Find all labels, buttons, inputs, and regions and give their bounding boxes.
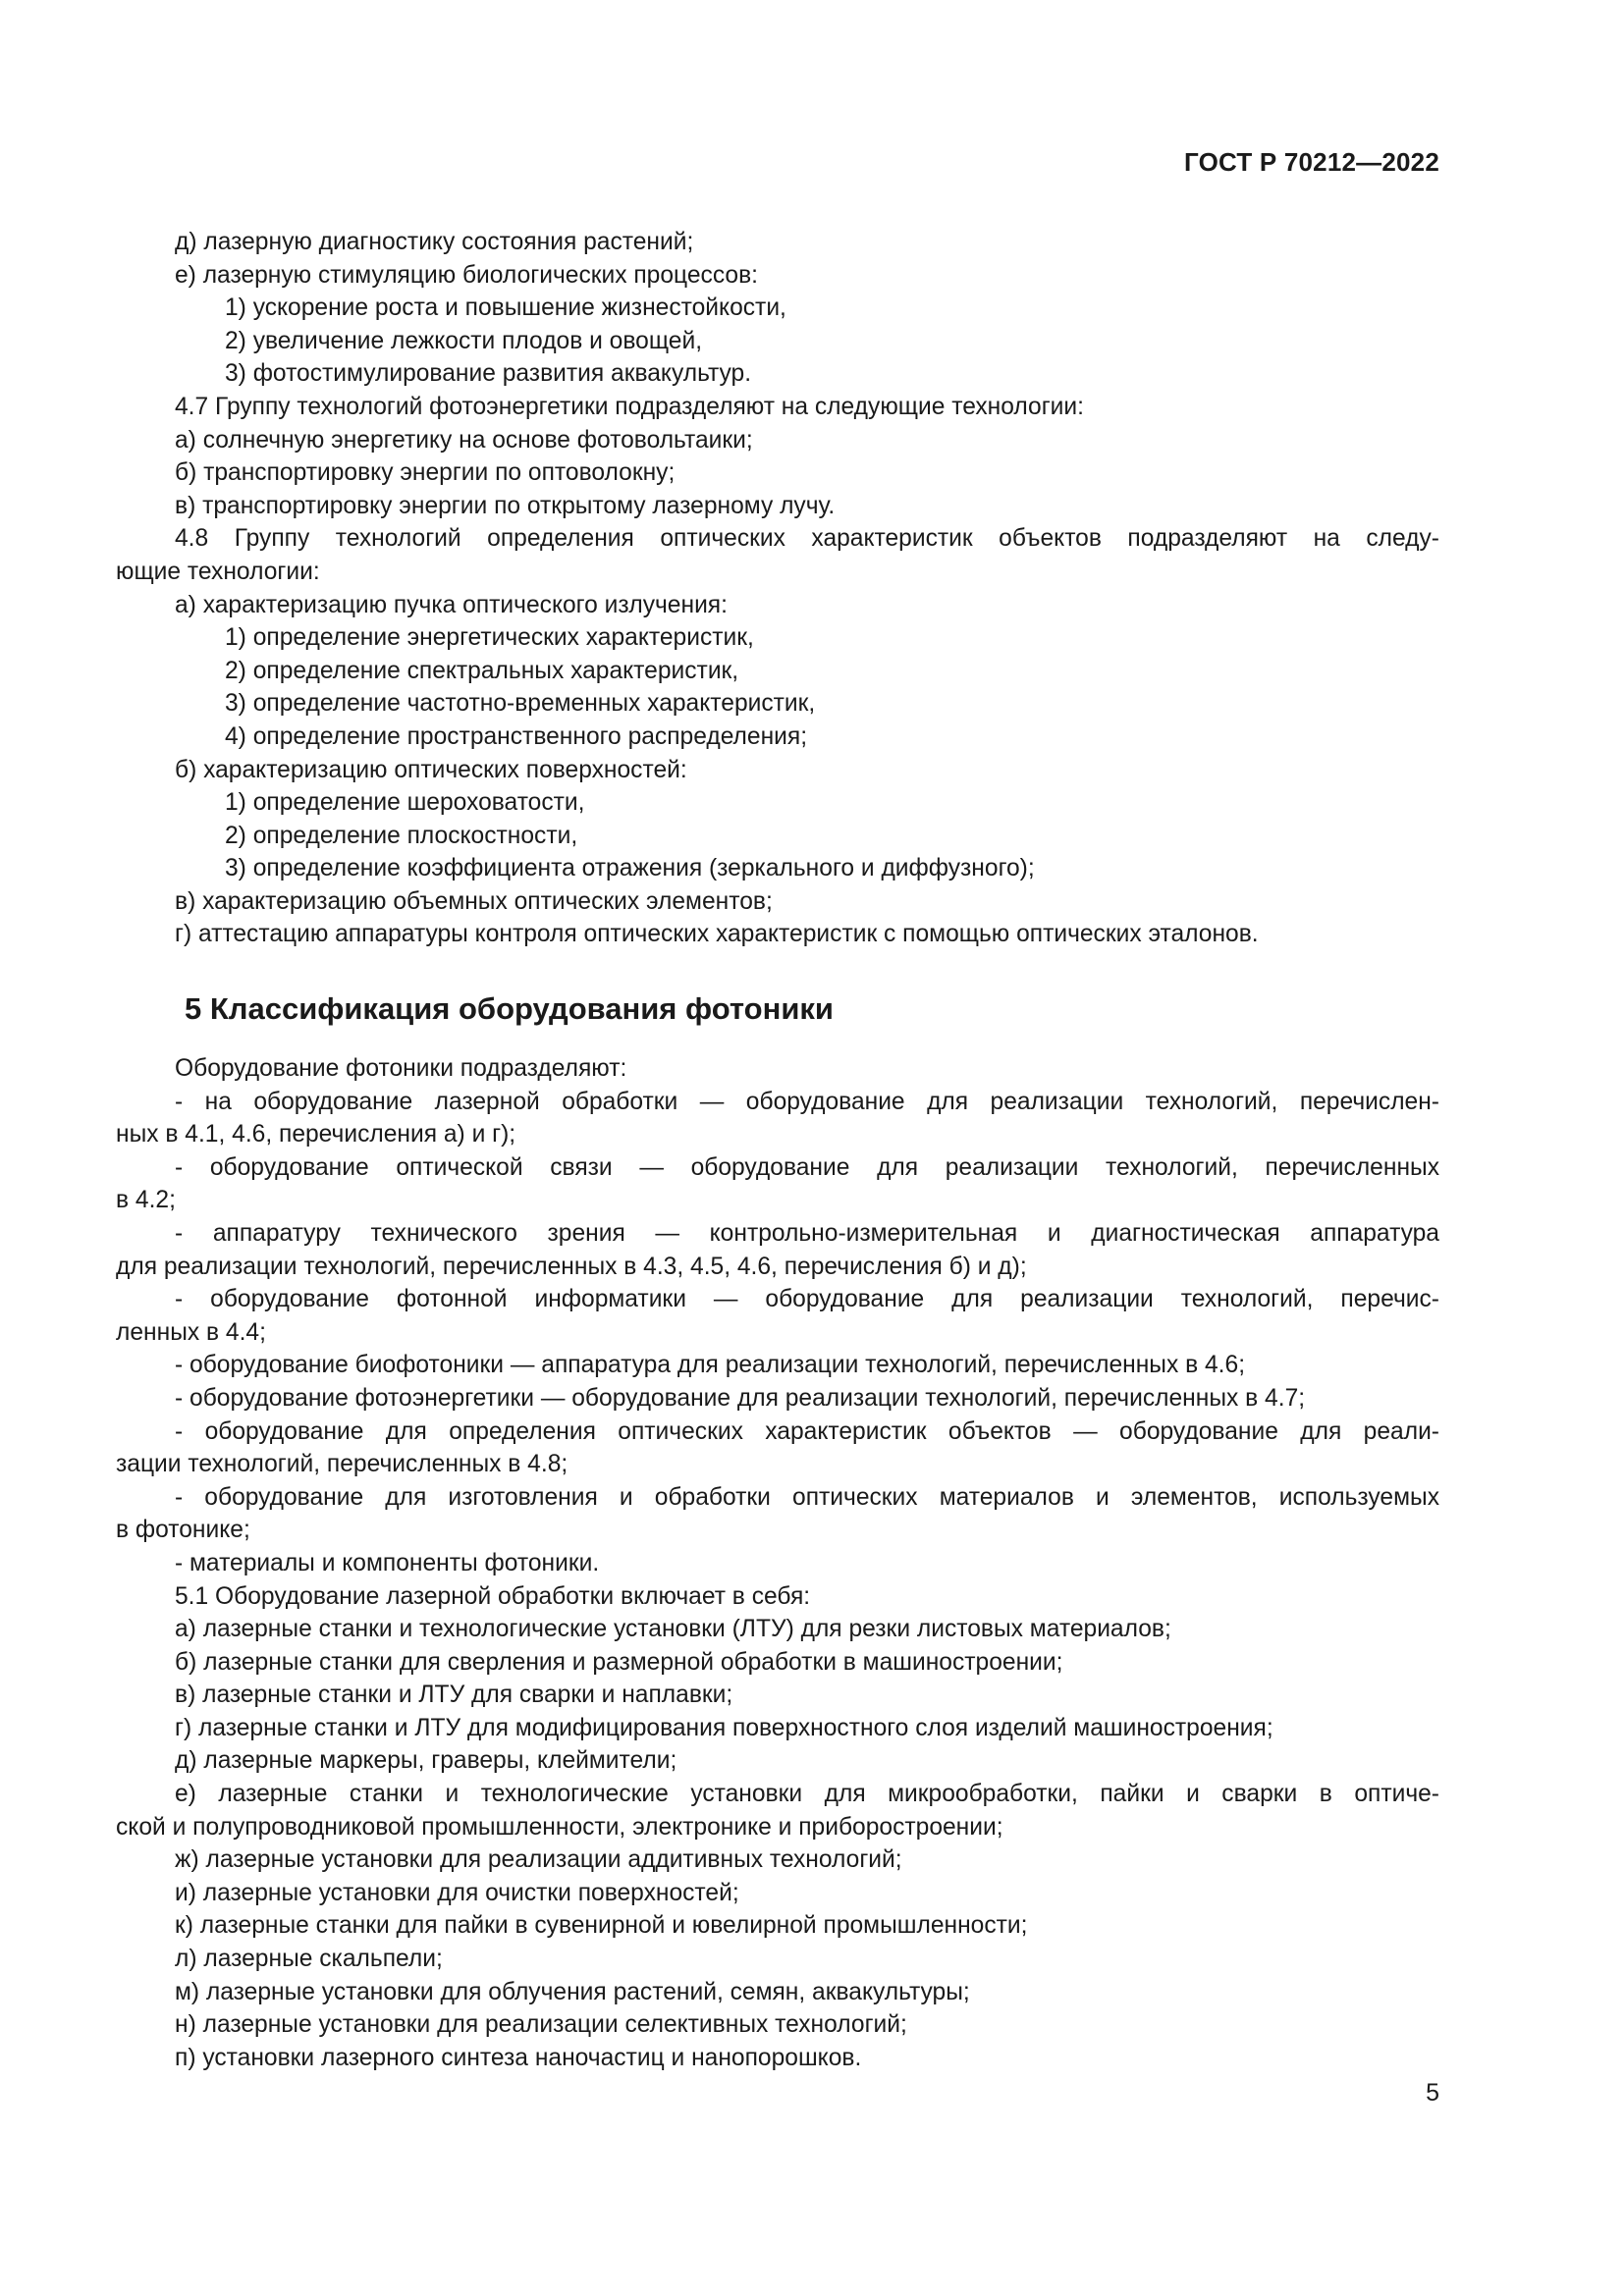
- text-line: 1) определение энергетических характеристик,: [225, 624, 754, 652]
- text-line: Оборудование фотоники подразделяют:: [175, 1055, 627, 1082]
- text-line: - оборудование оптической связи — оборудование для реализации технологий, перечисленных: [175, 1153, 1439, 1181]
- text-line: б) характеризацию оптических поверхностей:: [175, 756, 687, 783]
- text-line: ленных в 4.4;: [116, 1318, 266, 1346]
- text-line: в фотонике;: [116, 1517, 250, 1544]
- text-line: ской и полупроводниковой промышленности, электронике и приборостроении;: [116, 1813, 1003, 1841]
- page-number: 5: [1426, 2079, 1439, 2107]
- text-line: зации технологий, перечисленных в 4.8;: [116, 1451, 568, 1478]
- section-title: 5 Классификация оборудования фотоники: [185, 991, 834, 1026]
- text-line: 4.7 Группу технологий фотоэнергетики подразделяют на следующие технологии:: [175, 393, 1084, 420]
- text-line: 3) определение частотно-временных характеристик,: [225, 690, 816, 718]
- text-line: - на оборудование лазерной обработки — оборудование для реализации технологий, перечислен-: [175, 1088, 1439, 1115]
- text-line: м) лазерные установки для облучения растений, семян, аквакультуры;: [175, 1978, 970, 2005]
- text-line: - оборудование биофотоники — аппаратура для реализации технологий, перечисленных в 4.6;: [175, 1352, 1246, 1379]
- text-block-equipment: [116, 1052, 1439, 2074]
- text-line: - оборудование фотонной информатики — оборудование для реализации технологий, перечис-: [175, 1286, 1439, 1313]
- text-line: - материалы и компоненты фотоники.: [175, 1549, 600, 1576]
- text-line: г) аттестацию аппаратуры контроля оптических характеристик с помощью оптических эталонов.: [175, 921, 1259, 948]
- text-line: 2) определение спектральных характеристик,: [225, 657, 739, 684]
- text-line: д) лазерные маркеры, граверы, клеймители;: [175, 1747, 677, 1775]
- text-line: в) характеризацию объемных оптических элементов;: [175, 887, 773, 915]
- text-line: п) установки лазерного синтеза наночастиц и нанопорошков.: [175, 2044, 862, 2071]
- text-line: 4) определение пространственного распределения;: [225, 722, 808, 750]
- text-line: е) лазерные станки и технологические установки для микрообработки, пайки и сварки в оптиче-: [175, 1781, 1439, 1808]
- text-line: н) лазерные установки для реализации селективных технологий;: [175, 2011, 907, 2039]
- text-line: 1) определение шероховатости,: [225, 789, 585, 817]
- text-line: 4.8 Группу технологий определения оптических характеристик объектов подразделяют на следу-: [175, 525, 1439, 553]
- text-line: а) солнечную энергетику на основе фотовольтаики;: [175, 426, 753, 454]
- text-line: 3) фотостимулирование развития аквакультур.: [225, 360, 752, 388]
- text-line: ющие технологии:: [116, 558, 320, 585]
- text-block-technologies: [116, 226, 1439, 951]
- text-line: л) лазерные скальпели;: [175, 1946, 443, 1973]
- text-line: б) лазерные станки для сверления и размерной обработки в машиностроении;: [175, 1648, 1063, 1676]
- text-line: е) лазерную стимуляцию биологических процессов:: [175, 261, 758, 289]
- document-code-header: ГОСТ Р 70212—2022: [1184, 147, 1439, 177]
- text-line: д) лазерную диагностику состояния растений;: [175, 229, 694, 255]
- text-line: б) транспортировку энергии по оптоволокну;: [175, 459, 676, 487]
- text-line: для реализации технологий, перечисленных в 4.3, 4.5, 4.6, перечисления б) и д);: [116, 1253, 1027, 1280]
- text-line: а) лазерные станки и технологические установки (ЛТУ) для резки листовых материалов;: [175, 1616, 1171, 1643]
- text-line: и) лазерные установки для очистки поверхностей;: [175, 1879, 739, 1906]
- text-line: в) лазерные станки и ЛТУ для сварки и наплавки;: [175, 1682, 733, 1709]
- text-line: - оборудование для изготовления и обработки оптических материалов и элементов, используемых: [175, 1483, 1439, 1511]
- text-line: а) характеризацию пучка оптического излучения:: [175, 591, 728, 618]
- text-line: 3) определение коэффициента отражения (зеркального и диффузного);: [225, 855, 1035, 882]
- text-line: - оборудование для определения оптических характеристик объектов — оборудование для реали-: [175, 1417, 1439, 1445]
- text-line: 2) увеличение лежкости плодов и овощей,: [225, 327, 703, 354]
- text-line: в 4.2;: [116, 1187, 176, 1214]
- text-line: - аппаратуру технического зрения — контрольно-измерительная и диагностическая аппаратура: [175, 1219, 1439, 1247]
- text-line: в) транспортировку энергии по открытому лазерному лучу.: [175, 492, 836, 519]
- text-line: 2) определение плоскостности,: [225, 822, 578, 849]
- text-line: г) лазерные станки и ЛТУ для модифицирования поверхностного слоя изделий машиностроения;: [175, 1714, 1273, 1741]
- text-line: ных в 4.1, 4.6, перечисления а) и г);: [116, 1121, 516, 1148]
- text-line: к) лазерные станки для пайки в сувенирной и ювелирной промышленности;: [175, 1912, 1028, 1940]
- text-line: - оборудование фотоэнергетики — оборудование для реализации технологий, перечисленных в 4.7;: [175, 1384, 1306, 1412]
- text-line: ж) лазерные установки для реализации аддитивных технологий;: [175, 1846, 902, 1874]
- text-line: 5.1 Оборудование лазерной обработки включает в себя:: [175, 1582, 811, 1610]
- text-line: 1) ускорение роста и повышение жизнестойкости,: [225, 294, 786, 322]
